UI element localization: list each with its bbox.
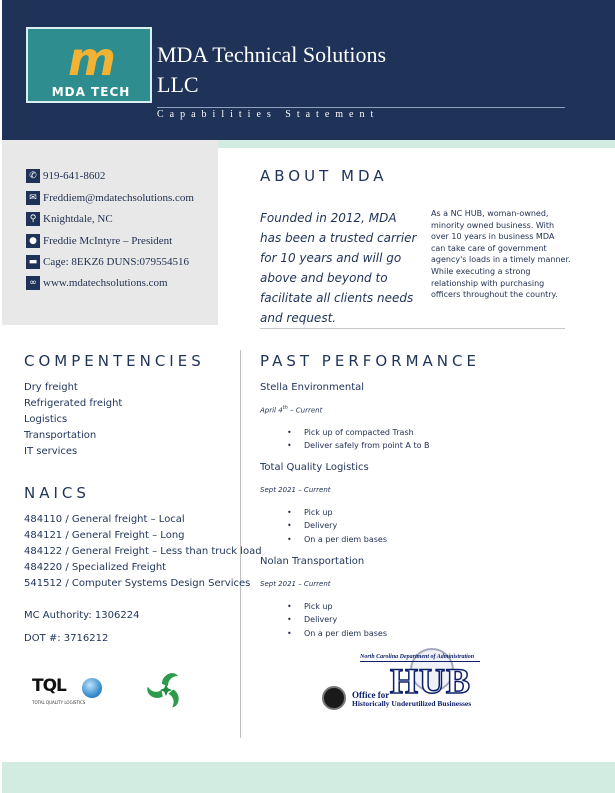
competencies-heading: COMPENTENCIES	[24, 352, 205, 370]
dot-number: DOT #: 3716212	[24, 633, 109, 644]
hub-department-text: North Carolina Department of Administration	[360, 654, 475, 660]
document-subtitle: Capabilities Statement	[157, 109, 380, 120]
chat-icon: ▬	[26, 255, 40, 269]
about-divider	[260, 328, 565, 329]
link-icon: ∞	[26, 276, 40, 290]
performance-client-name: Total Quality Logistics	[260, 462, 369, 473]
performance-date: Sept 2021 – Current	[260, 580, 331, 588]
competency-item: Refrigerated freight	[24, 398, 123, 409]
naics-item: 484220 / Specialized Freight	[24, 562, 167, 573]
about-heading: ABOUT MDA	[260, 167, 388, 185]
column-divider	[240, 350, 241, 738]
mint-accent-bar-top	[218, 140, 615, 148]
contact-location-text: Knightdale, NC	[43, 212, 113, 225]
tql-logo-subtext: TOTAL QUALITY LOGISTICS	[32, 700, 86, 705]
past-performance-heading: PAST PERFORMANCE	[260, 352, 480, 370]
company-name-line1: MDA Technical Solutions	[157, 42, 387, 67]
nc-hub-logo	[322, 648, 482, 710]
about-lead-text: Founded in 2012, MDA has been a trusted carrier for 10 years and will go above and beyond to facilitate all clients needs and request.	[260, 211, 417, 325]
location-icon: ⚲	[26, 212, 40, 226]
naics-item: 484122 / General Freight – Less than truck load	[24, 546, 262, 557]
hub-office-text: Office for	[352, 690, 390, 700]
naics-item: 541512 / Computer Systems Design Services	[24, 578, 251, 589]
contact-cage-text: Cage: 8EKZ6 DUNS:079554516	[43, 255, 190, 268]
contact-phone	[26, 167, 105, 184]
performance-bullet: • Pick up of compacted Trash	[287, 428, 414, 437]
performance-bullet: • On a per diem bases	[287, 629, 387, 638]
logo-mark: m	[68, 32, 114, 86]
performance-bullet: • Delivery	[287, 615, 338, 624]
pinwheel-logo	[143, 668, 189, 712]
about-body-text: As a NC HUB, woman-owned, minority owned business. With over 10 years in business MDA can take care of government agency's loads in a timely manner. While executing a strong relationship with purchasing officers throughout the country.	[431, 209, 571, 300]
contact-website-text: www.mdatechsolutions.com	[43, 276, 168, 289]
contact-person	[26, 232, 172, 249]
performance-bullet: • On a per diem bases	[287, 535, 387, 544]
person-icon: ●	[26, 234, 40, 248]
tql-globe-icon	[82, 678, 102, 698]
mint-accent-bar-bottom	[2, 762, 615, 793]
performance-bullet: • Pick up	[287, 602, 333, 611]
naics-heading: NAICS	[24, 484, 90, 502]
phone-icon: ✆	[26, 169, 40, 183]
tql-logo	[32, 672, 112, 708]
email-icon: ✉	[26, 191, 40, 205]
mc-authority: MC Authority: 1306224	[24, 610, 140, 621]
performance-bullet: • Delivery	[287, 521, 338, 530]
contact-cage	[26, 253, 189, 270]
tql-logo-text: TQL	[32, 676, 66, 696]
competency-item: Transportation	[24, 430, 97, 441]
hub-office-text-2: Historically Underutilized Businesses	[352, 699, 472, 708]
hub-emblem-icon	[322, 686, 346, 710]
contact-person-text: Freddie McIntyre – President	[43, 234, 173, 247]
performance-date: April 4th – Current	[260, 405, 323, 415]
competency-item: Dry freight	[24, 382, 78, 393]
logo-text: MDA TECH	[51, 85, 131, 99]
company-name	[157, 40, 457, 100]
performance-client-name: Stella Environmental	[260, 382, 365, 393]
contact-website	[26, 274, 168, 291]
naics-item: 484110 / General freight – Local	[24, 514, 185, 525]
contact-location	[26, 210, 113, 227]
performance-date: Sept 2021 – Current	[260, 486, 331, 494]
competency-item: IT services	[24, 446, 78, 457]
contact-email	[26, 189, 194, 206]
company-name-line2: LLC	[157, 72, 199, 97]
hub-wordmark: HUB	[390, 661, 472, 701]
competency-item: Logistics	[24, 414, 68, 425]
contact-email-text: Freddiem@mdatechsolutions.com	[43, 191, 194, 204]
naics-item: 484121 / General Freight – Long	[24, 530, 185, 541]
header-divider	[157, 107, 565, 108]
performance-bullet: • Pick up	[287, 508, 333, 517]
performance-bullet: • Deliver safely from point A to B	[287, 441, 430, 450]
performance-client-name: Nolan Transportation	[260, 556, 365, 567]
contact-phone-text: 919-641-8602	[43, 169, 106, 182]
mda-tech-logo	[26, 27, 152, 103]
